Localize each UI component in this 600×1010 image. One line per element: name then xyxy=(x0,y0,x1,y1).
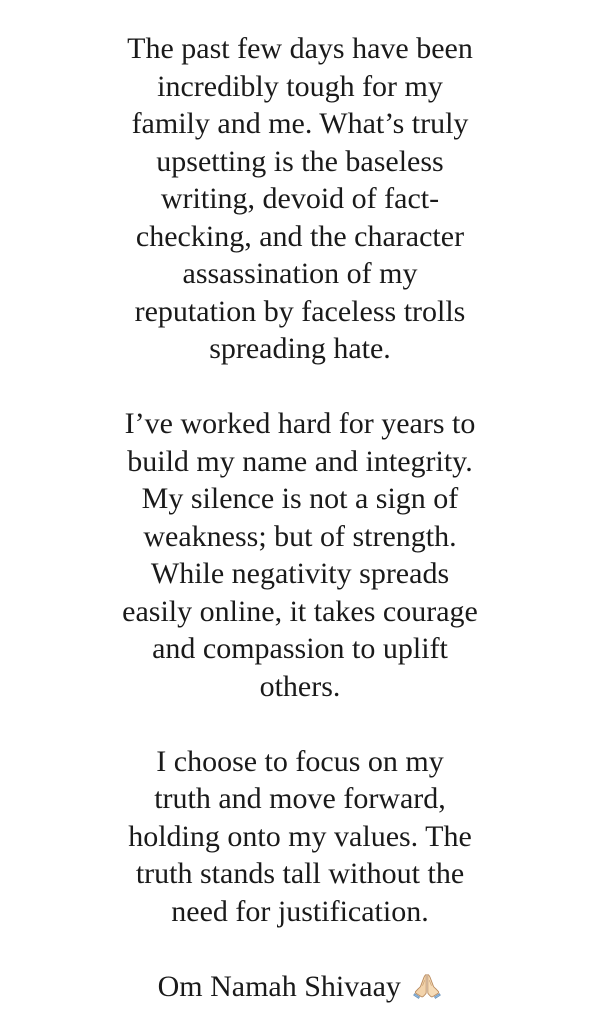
text-line: I choose to focus on my xyxy=(156,744,444,778)
text-line: easily online, it takes courage xyxy=(122,594,478,628)
text-line: family and me. What’s truly xyxy=(131,107,469,140)
text-line: incredibly tough for my xyxy=(157,69,443,103)
text-line: reputation by faceless trolls xyxy=(134,294,466,328)
paragraph-1 xyxy=(0,30,600,368)
text-line: holding onto my values. The xyxy=(128,819,472,853)
text-line: The past few days have been xyxy=(127,32,473,65)
statement-text xyxy=(0,30,600,1005)
text-line: While negativity spreads xyxy=(150,557,450,590)
paragraph-2 xyxy=(0,405,600,705)
text-line: I’ve worked hard for years to xyxy=(124,407,476,440)
text-line: spreading hate. xyxy=(209,332,391,365)
text-line: need for justification. xyxy=(171,894,429,928)
text-line: assassination of my xyxy=(182,257,418,290)
text-line: upsetting is the baseless xyxy=(156,144,444,178)
text-line: My silence is not a sign of xyxy=(141,482,459,515)
text-line: build my name and integrity. xyxy=(127,444,473,478)
signoff-text: Om Namah Shivaay xyxy=(157,969,401,1003)
paragraph-3 xyxy=(0,743,600,931)
text-line: others. xyxy=(259,669,341,703)
text-line: truth stands tall without the xyxy=(135,857,465,890)
text-line: and compassion to uplift xyxy=(152,632,448,665)
signoff xyxy=(0,968,600,1006)
folded-hands-icon xyxy=(412,971,442,1001)
text-line: writing, devoid of fact- xyxy=(160,182,440,215)
text-line: weakness; but of strength. xyxy=(143,519,457,553)
text-line: checking, and the character xyxy=(135,219,465,253)
text-line: truth and move forward, xyxy=(154,782,446,815)
